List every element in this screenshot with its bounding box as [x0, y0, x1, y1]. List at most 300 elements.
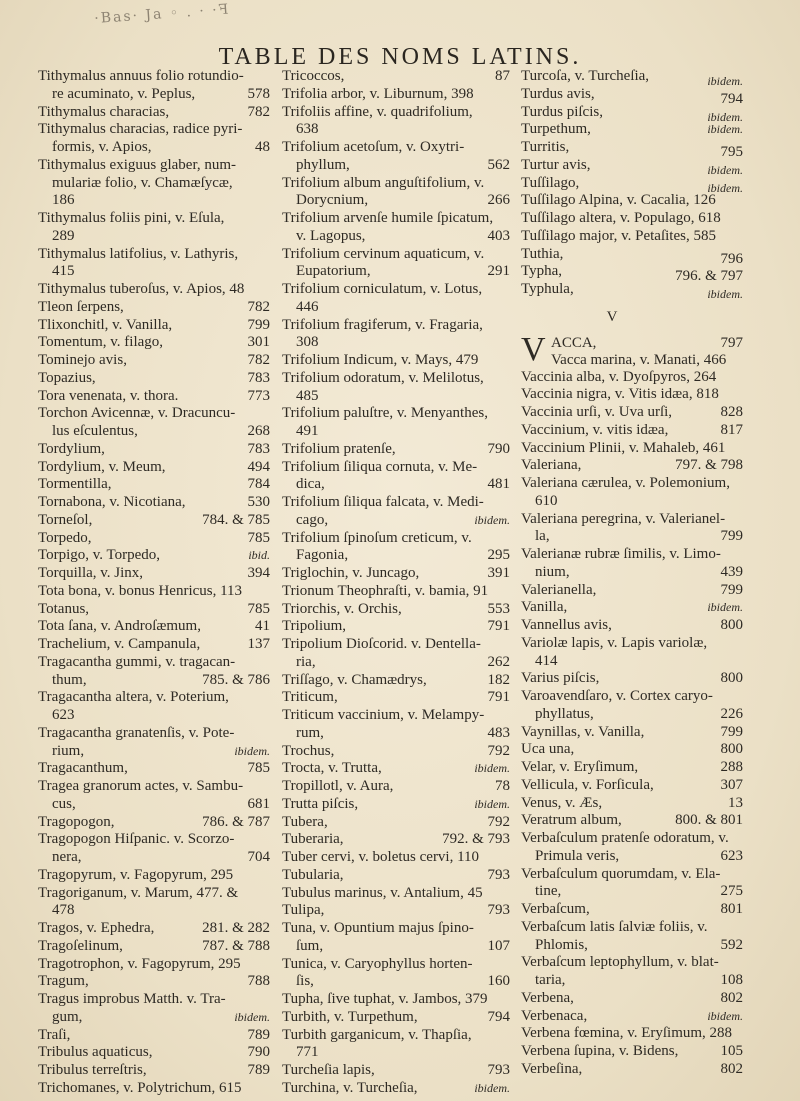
entry-text: phyllatus,	[535, 705, 594, 722]
entry-text: Tripolium Dioſcorid. v. Dentella-	[282, 636, 481, 652]
index-entry	[521, 546, 743, 564]
entry-text: 610	[535, 492, 558, 509]
index-entry	[521, 830, 743, 848]
index-entry	[38, 68, 270, 86]
entry-text: 414	[535, 652, 558, 669]
entry-page: ibidem.	[234, 1009, 270, 1024]
entry-text: Turdus piſcis,	[521, 103, 603, 120]
index-entry	[38, 618, 270, 636]
index-entry	[282, 583, 510, 601]
index-entry	[521, 954, 743, 972]
index-entry	[38, 228, 270, 246]
index-entry	[521, 281, 743, 299]
entry-text: Tlixonchitl, v. Vanilla,	[38, 316, 173, 333]
entry-text: 478	[52, 902, 75, 919]
entry-page: 291	[487, 263, 510, 280]
entry-text: Varius piſcis,	[521, 670, 600, 687]
entry-text: 415	[52, 263, 75, 280]
entry-text: Tubera,	[282, 813, 328, 830]
index-entry	[38, 157, 270, 175]
index-entry	[521, 475, 743, 493]
entry-page: 793	[487, 902, 510, 919]
entry-text: Turcheſia lapis,	[282, 1062, 375, 1078]
entry-text: Verbeſina,	[521, 1060, 583, 1077]
entry-page: 105	[720, 1043, 743, 1059]
entry-text: Veratrum album,	[521, 812, 622, 829]
entry-text: Tithymalus foliis pini, v. Eſula,	[38, 210, 225, 226]
entry-text: rium,	[52, 742, 85, 759]
entry-page: 800	[720, 741, 743, 758]
entry-page: ibidem.	[234, 743, 270, 758]
entry-text: Trifolium cervinum aquaticum, v.	[282, 245, 485, 262]
entry-page: 262	[487, 653, 510, 670]
entry-text: Triorchis, v. Orchis,	[282, 600, 402, 617]
entry-text: dica,	[296, 476, 325, 493]
entry-page: 796. & 797	[675, 268, 743, 285]
index-entry	[521, 386, 743, 404]
entry-text: Tragum,	[38, 973, 89, 990]
column-left	[38, 68, 270, 1098]
entry-page: 782	[247, 103, 270, 120]
section-letter-v: V	[606, 308, 618, 325]
entry-page: 87	[495, 68, 510, 84]
entry-text: Trifolium ſiliqua cornuta, v. Me-	[282, 458, 478, 475]
entry-text: Trifolium fragiferum, v. Fragaria,	[282, 316, 483, 333]
index-entry	[38, 139, 270, 157]
entry-page: 828	[720, 404, 743, 420]
index-entry	[38, 760, 270, 778]
entry-text: Uca una,	[521, 741, 575, 758]
entry-text: Vaccinia alba, v. Dyoſpyros, 264	[521, 368, 717, 385]
entry-text: Triſſago, v. Chamædrys,	[282, 671, 427, 688]
entry-text: Topazius,	[38, 369, 96, 386]
entry-page: 802	[720, 989, 743, 1006]
entry-page: 794	[487, 1008, 510, 1025]
entry-text: cago,	[296, 511, 329, 528]
index-entry	[282, 459, 510, 477]
index-entry	[282, 157, 510, 175]
entry-page: 792	[487, 742, 510, 759]
entry-text: 638	[296, 121, 319, 138]
index-entry	[38, 707, 270, 725]
index-entry	[282, 388, 510, 406]
index-entry	[521, 866, 743, 884]
index-entry	[282, 317, 510, 335]
entry-page: 403	[487, 227, 510, 244]
entry-text: Trifolium ſpinoſum creticum, v.	[282, 529, 472, 546]
entry-text: Valeriana cærulea, v. Polemonium,	[521, 475, 730, 491]
index-entry	[282, 973, 510, 991]
entry-text: taria,	[535, 972, 566, 988]
page-title: TABLE DES NOMS LATINS.	[218, 44, 582, 70]
index-entry	[521, 972, 743, 990]
entry-text: gum,	[52, 1008, 83, 1025]
dropcap-entry	[521, 330, 743, 369]
entry-page: ibid.	[248, 548, 270, 563]
entry-text: Triticum vaccinium, v. Melampy-	[282, 707, 485, 723]
entry-page: 785	[247, 529, 270, 546]
entry-page: 785	[247, 600, 270, 617]
entry-text: Torquilla, v. Jinx,	[38, 565, 144, 581]
entry-page: 481	[487, 476, 510, 493]
index-entry	[38, 175, 270, 193]
index-entry	[282, 760, 510, 778]
entry-text: Tribulus aquaticus,	[38, 1044, 153, 1061]
index-entry	[282, 441, 510, 459]
entry-page: 160	[487, 973, 510, 990]
entry-text: Dorycnium,	[296, 192, 369, 209]
index-entry	[282, 867, 510, 885]
entry-text: Verbaſculum quorumdam, v. Ela-	[521, 865, 721, 882]
entry-text: Trichomanes, v. Polytrichum, 615	[38, 1079, 242, 1096]
entry-page: 553	[487, 600, 510, 617]
index-entry	[38, 796, 270, 814]
index-entry	[282, 547, 510, 565]
entry-text: rum,	[296, 724, 324, 741]
entry-text: Verbaſcum,	[521, 901, 590, 917]
index-entry	[521, 404, 743, 422]
entry-page: 578	[247, 85, 270, 102]
index-entry	[38, 121, 270, 139]
index-entry	[521, 1025, 743, 1043]
entry-text: Trifolium corniculatum, v. Lotus,	[282, 281, 483, 297]
entry-page: 623	[720, 847, 743, 864]
index-entry	[521, 493, 743, 511]
entry-page: 108	[720, 972, 743, 988]
index-entry	[282, 902, 510, 920]
index-entry	[521, 68, 743, 86]
entry-text: Verbenaca,	[521, 1007, 588, 1024]
entry-text: Totanus,	[38, 600, 90, 617]
index-entry	[521, 422, 743, 440]
entry-page: ibidem.	[707, 122, 743, 137]
entry-page: ibidem.	[474, 796, 510, 811]
entry-page: 391	[487, 565, 510, 581]
index-entry	[38, 725, 270, 743]
entry-page: 268	[247, 423, 270, 439]
dropcap-letter: V	[521, 330, 546, 368]
entry-text: Verbaſcum latis ſalviæ foliis, v.	[521, 918, 708, 935]
entry-text: Tragotrophon, v. Fagopyrum, 295	[38, 955, 241, 972]
index-entry	[282, 476, 510, 494]
dropcap-line-1: ACCA,	[551, 334, 597, 351]
entry-page: 281. & 282	[202, 920, 270, 936]
entry-text: Valeriana,	[521, 457, 582, 474]
entry-text: Trifolium paluſtre, v. Menyanthes,	[282, 405, 488, 422]
entry-page: 226	[720, 705, 743, 722]
index-entry	[282, 210, 510, 228]
index-entry	[521, 157, 743, 175]
entry-text: Torneſol,	[38, 511, 93, 528]
index-entry	[282, 68, 510, 86]
index-entry	[282, 920, 510, 938]
index-entry	[282, 263, 510, 281]
entry-text: Tragopyrum, v. Fagopyrum, 295	[38, 866, 234, 883]
entry-page: 794	[720, 90, 743, 107]
entry-text: Vellicula, v. Forſicula,	[521, 776, 654, 793]
entry-text: 186	[52, 192, 75, 209]
entry-page: 773	[247, 387, 270, 404]
entry-text: Variolæ lapis, v. Lapis variolæ,	[521, 634, 708, 651]
entry-page: ibidem.	[474, 512, 510, 527]
entry-text: Vaccinium, v. vitis idæa,	[521, 421, 669, 438]
index-entry	[38, 246, 270, 264]
entry-text: Tuſſilago altera, v. Populago, 618	[521, 210, 721, 226]
index-entry	[38, 530, 270, 548]
entry-text: Tithymalus annuus folio rotundio-	[38, 68, 244, 84]
entry-page: 787. & 788	[202, 937, 270, 954]
entry-page: ibidem.	[707, 600, 743, 615]
entry-text: Venus, v. Æs,	[521, 794, 603, 811]
entry-page: 799	[720, 528, 743, 545]
entry-text: Trifolium arvenſe humile ſpicatum,	[282, 210, 494, 226]
entry-text: Trochus,	[282, 742, 335, 759]
spacer	[521, 299, 743, 309]
entry-text: Tragea granorum actes, v. Sambu-	[38, 778, 244, 794]
entry-text: Tripolium,	[282, 618, 347, 635]
entry-text: Verbena fœmina, v. Eryſimum, 288	[521, 1025, 733, 1042]
entry-page: 784	[247, 476, 270, 493]
entry-text: Tubulus marinus, v. Antalium, 45	[282, 884, 483, 901]
entry-text: Vaynillas, v. Vanilla,	[521, 723, 645, 740]
entry-text: Trifolia arbor, v. Liburnum, 398	[282, 85, 474, 102]
index-entry	[38, 778, 270, 796]
entry-page: 784. & 785	[202, 511, 270, 528]
index-entry	[521, 937, 743, 955]
index-entry	[521, 104, 743, 122]
entry-text: ſis,	[296, 973, 314, 990]
entry-text: 446	[296, 298, 319, 315]
entry-page: 483	[487, 724, 510, 741]
entry-text: Triticum,	[282, 689, 338, 706]
entry-text: la,	[535, 528, 550, 545]
entry-page: 307	[720, 776, 743, 793]
entry-text: Traſi,	[38, 1026, 71, 1043]
index-entry	[38, 973, 270, 991]
entry-text: Turritis,	[521, 139, 570, 155]
entry-page: 799	[720, 723, 743, 740]
index-entry	[521, 1008, 743, 1026]
index-entry	[521, 919, 743, 937]
entry-page: 782	[247, 352, 270, 368]
index-entry	[521, 582, 743, 600]
index-entry	[38, 885, 270, 903]
index-entry	[282, 956, 510, 974]
entry-text: Fagonia,	[296, 547, 349, 564]
entry-page: 802	[720, 1060, 743, 1077]
entry-text: Torpigo, v. Torpedo,	[38, 547, 161, 564]
entry-text: Tleon ſerpens,	[38, 298, 124, 315]
index-entry	[282, 352, 510, 370]
entry-page: 48	[255, 139, 270, 155]
index-entry	[521, 121, 743, 139]
index-entry	[38, 263, 270, 281]
index-entry	[282, 1009, 510, 1027]
index-entry	[38, 104, 270, 122]
index-entry	[38, 512, 270, 530]
index-entry	[38, 547, 270, 565]
entry-text: cus,	[52, 795, 76, 812]
entry-page: 78	[495, 778, 510, 794]
entry-page: ibidem.	[474, 1080, 510, 1095]
index-entry	[282, 512, 510, 530]
entry-text: Tragacantha gummi, v. tragacan-	[38, 653, 236, 670]
entry-text: Tuber cervi, v. boletus cervi, 110	[282, 849, 480, 865]
index-entry	[282, 139, 510, 157]
index-entry	[38, 867, 270, 885]
entry-text: Trifolium ſiliqua falcata, v. Medi-	[282, 494, 484, 510]
entry-text: mulariæ folio, v. Chamæſycæ,	[52, 174, 233, 191]
entry-text: Tomentum, v. filago,	[38, 334, 164, 351]
index-entry	[38, 636, 270, 654]
entry-page: ibidem.	[707, 162, 743, 177]
index-entry	[282, 104, 510, 122]
index-entry	[38, 281, 270, 299]
entry-text: Tupha, ſive tuphat, v. Jambos, 379	[282, 991, 488, 1007]
entry-text: Tornabona, v. Nicotiana,	[38, 494, 186, 510]
index-entry	[282, 1027, 510, 1045]
index-entry	[521, 617, 743, 635]
entry-text: Tithymalus characias, radice pyri-	[38, 121, 243, 138]
entry-text: Phlomis,	[535, 936, 588, 953]
entry-text: phyllum,	[296, 156, 350, 173]
index-entry	[38, 494, 270, 512]
entry-page: 783	[247, 369, 270, 386]
index-entry	[38, 352, 270, 370]
index-entry	[38, 192, 270, 210]
index-entry	[521, 670, 743, 688]
index-entry	[38, 920, 270, 938]
index-entry	[282, 175, 510, 193]
index-entry	[521, 635, 743, 653]
index-entry	[282, 1062, 510, 1080]
index-entry	[521, 741, 743, 759]
entry-text: Tora venenata, v. thora.	[38, 387, 179, 404]
entry-text: Tragus improbus Matth. v. Tra-	[38, 991, 226, 1007]
index-entry	[521, 706, 743, 724]
index-entry	[38, 1044, 270, 1062]
entry-page: 800	[720, 670, 743, 687]
entry-text: Eupatorium,	[296, 263, 371, 280]
index-entry	[521, 688, 743, 706]
entry-text: 771	[296, 1044, 319, 1061]
entry-page: 704	[247, 849, 270, 865]
index-entry	[521, 139, 743, 160]
index-entry	[38, 583, 270, 601]
entry-text: Tuſſilago major, v. Petaſites, 585	[521, 227, 716, 244]
entry-text: Trionum Theophraſti, v. bamia, 91	[282, 582, 489, 599]
index-entry	[38, 388, 270, 406]
entry-page: 288	[720, 759, 743, 775]
header-scribble: ·Bas· Ja ◦ . · ·ꟻ	[93, 1, 231, 27]
entry-page: 107	[487, 937, 510, 954]
index-entry	[521, 883, 743, 901]
entry-text: Tragoſelinum,	[38, 937, 123, 954]
entry-page: 799	[247, 316, 270, 333]
index-entry	[521, 812, 743, 830]
entry-text: Valerianæ rubræ ſimilis, v. Limo-	[521, 546, 721, 562]
entry-text: tine,	[535, 883, 562, 900]
entry-text: Tragopogon,	[38, 813, 115, 830]
index-entry	[282, 814, 510, 832]
index-entry	[282, 228, 510, 246]
index-entry	[521, 901, 743, 919]
index-entry	[282, 281, 510, 299]
index-entry	[521, 528, 743, 546]
entry-page: 785	[247, 760, 270, 777]
index-entry	[38, 956, 270, 974]
index-entry	[38, 1062, 270, 1080]
entry-page: 801	[720, 901, 743, 917]
index-entry	[282, 654, 510, 672]
entry-page: 790	[247, 1044, 270, 1061]
index-entry	[521, 724, 743, 742]
index-entry	[521, 759, 743, 777]
index-entry	[38, 672, 270, 690]
entry-text: Typha,	[521, 263, 563, 280]
entry-text: Verbena ſupina, v. Bidens,	[521, 1043, 679, 1059]
entry-text: Valeriana peregrina, v. Valerianel-	[521, 510, 726, 527]
entry-text: Typhula,	[521, 281, 574, 297]
index-entry	[38, 459, 270, 477]
entry-text: Vannellus avis,	[521, 617, 612, 633]
entry-text: Tota bona, v. bonus Henricus, 113	[38, 582, 243, 599]
entry-text: formis, v. Apios,	[52, 139, 152, 155]
entry-text: re acuminato, v. Peplus,	[52, 85, 196, 102]
entry-text: ria,	[296, 653, 316, 670]
index-entry	[282, 672, 510, 690]
index-entry	[38, 601, 270, 619]
entry-page: 494	[247, 458, 270, 475]
entry-text: 308	[296, 334, 319, 351]
index-entry	[521, 440, 743, 458]
entry-text: Turdus avis,	[521, 85, 595, 102]
entry-text: Tota ſana, v. Androſæmum,	[38, 618, 201, 635]
index-entry	[38, 299, 270, 317]
entry-text: Tithymalus characias,	[38, 103, 170, 120]
index-entry	[521, 1043, 743, 1061]
index-entry	[282, 725, 510, 743]
entry-text: Tragos, v. Ephedra,	[38, 920, 155, 936]
entry-page: 790	[487, 440, 510, 457]
entry-text: Tricoccos,	[282, 68, 345, 84]
index-entry	[282, 636, 510, 654]
entry-text: Tuberaria,	[282, 831, 344, 848]
entry-page: 13	[728, 794, 743, 811]
index-entry	[521, 457, 743, 475]
entry-text: Tuna, v. Opuntium majus ſpino-	[282, 920, 474, 936]
index-entry	[521, 210, 743, 228]
index-entry	[521, 85, 743, 107]
index-entry	[38, 902, 270, 920]
index-entry	[38, 849, 270, 867]
spacer	[521, 327, 743, 335]
index-entry	[521, 990, 743, 1008]
entry-text: Tordylium, v. Meum,	[38, 458, 166, 475]
index-entry	[38, 210, 270, 228]
entry-text: Tithymalus tuberoſus, v. Apios, 48	[38, 281, 245, 297]
entry-text: Trifolium acetoſum, v. Oxytri-	[282, 139, 465, 155]
entry-page: 137	[247, 636, 270, 652]
entry-text: nera,	[52, 849, 82, 865]
entry-text: Tithymalus exiguus glaber, num-	[38, 156, 237, 173]
index-entry	[38, 1027, 270, 1045]
index-entry	[38, 317, 270, 335]
entry-text: Turbith, v. Turpethum,	[282, 1008, 418, 1025]
index-entry	[282, 86, 510, 104]
index-entry	[282, 743, 510, 761]
entry-page: 439	[720, 563, 743, 580]
